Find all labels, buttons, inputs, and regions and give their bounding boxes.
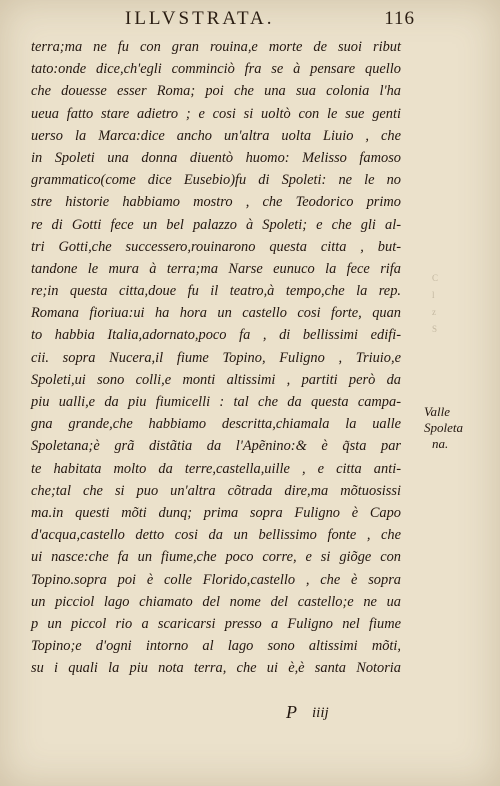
text-line: to habbia Italia,adornato,poco fa , di bellissimi edifi-: [31, 327, 401, 344]
text-line: ueua fatto stare adietro ; e cosi si uoltò con le sue genti: [31, 105, 401, 122]
text-line: d'acqua,castello detto cosi da un bellissimo fonte , che: [31, 527, 401, 544]
text-line: tri Gotti,che successero,rouinarono questa citta , but-: [31, 238, 401, 255]
bleed-through-text: C l z S: [432, 273, 439, 334]
text-line: re di Gotti fece un bel palazzo à Spoleti; e che gli al-: [31, 216, 401, 233]
signature-mark: [286, 702, 366, 726]
running-title: ILLVSTRATA.: [125, 8, 275, 29]
text-line: Spoletana;è grã distãtia da l'Apẽnino:& è q̃sta par: [31, 438, 401, 455]
text-line: cii. sopra Nucera,il fiume Topino, Fuligno , Triuio,e: [31, 349, 401, 366]
folio-number: 116: [384, 8, 415, 29]
text-line: tandone le mura à terra;ma Narse eunuco la fece rifa: [31, 260, 401, 277]
margin-note-line: na.: [432, 436, 449, 451]
text-line: grammatico(come dice Eusebio)fu di Spoleti: ne le no: [31, 172, 401, 189]
text-line: Romana fioriua:ui ha hora un castello cosi forte, quan: [31, 305, 401, 322]
text-line: gna grande,che habbiamo descritta,chiamala la ualle: [31, 416, 401, 433]
text-line: su i quali la piu nota terra, che ui è,è santa Notoria: [31, 660, 401, 677]
text-line: Spoleti,ui sono colli,e monti altissimi , partiti però da: [31, 371, 401, 388]
text-line: che douesse esser Roma; poi che una sua colonia l'ha: [31, 83, 401, 100]
margin-note-line: Valle: [424, 404, 450, 419]
text-line: che;tal che si puo un'altra cõtrada dire,ma mõtuosissi: [31, 482, 401, 499]
text-line: te habitata molto da terre,castella,uille , e citta anti-: [31, 460, 401, 477]
margin-note-line: Spoleta: [424, 420, 463, 435]
text-line: re;in questa citta,doue fu il teatro,à tempo,che la rep.: [31, 283, 401, 300]
text-line: Topino.sopra poi è colle Florido,castello , che è sopra: [31, 571, 401, 588]
text-line: uerso la Marca:dice ancho un'altra uolta Liuio , che: [31, 127, 401, 144]
text-line: tato:onde dice,ch'egli comminciò fra se à pensare quello: [31, 61, 401, 78]
signature-letter: P: [286, 702, 297, 722]
text-line: p un piccol rio a scaricarsi presso a Fuligno nel fiume: [31, 615, 401, 632]
text-line: stre historie habbiamo mostro , che Teodorico primo: [31, 194, 401, 211]
text-line: ui nasce:che fa un fiume,che poco corre, e si giõge con: [31, 549, 401, 566]
text-line: Topino;e d'ogni intorno al lago sono altissimi mõti,: [31, 638, 401, 655]
running-head: [125, 8, 415, 34]
text-line: un picciol lago chiamato del nome del castello;e ne ua: [31, 593, 401, 610]
text-line: piu ualli,e da piu fiumicelli : tal che da questa campa-: [31, 394, 401, 410]
text-line: in Spoleti una donna diuentò huomo: Melisso famoso: [31, 149, 401, 166]
text-line: ma.in questi mõti dunq; prima sopra Fuligno è Capo: [31, 504, 401, 521]
signature-number: iiij: [312, 705, 329, 721]
margin-note: [424, 404, 484, 452]
body-text: [31, 36, 401, 679]
text-line: terra;ma ne fu con gran rouina,e morte de suoi ribut: [31, 39, 401, 55]
